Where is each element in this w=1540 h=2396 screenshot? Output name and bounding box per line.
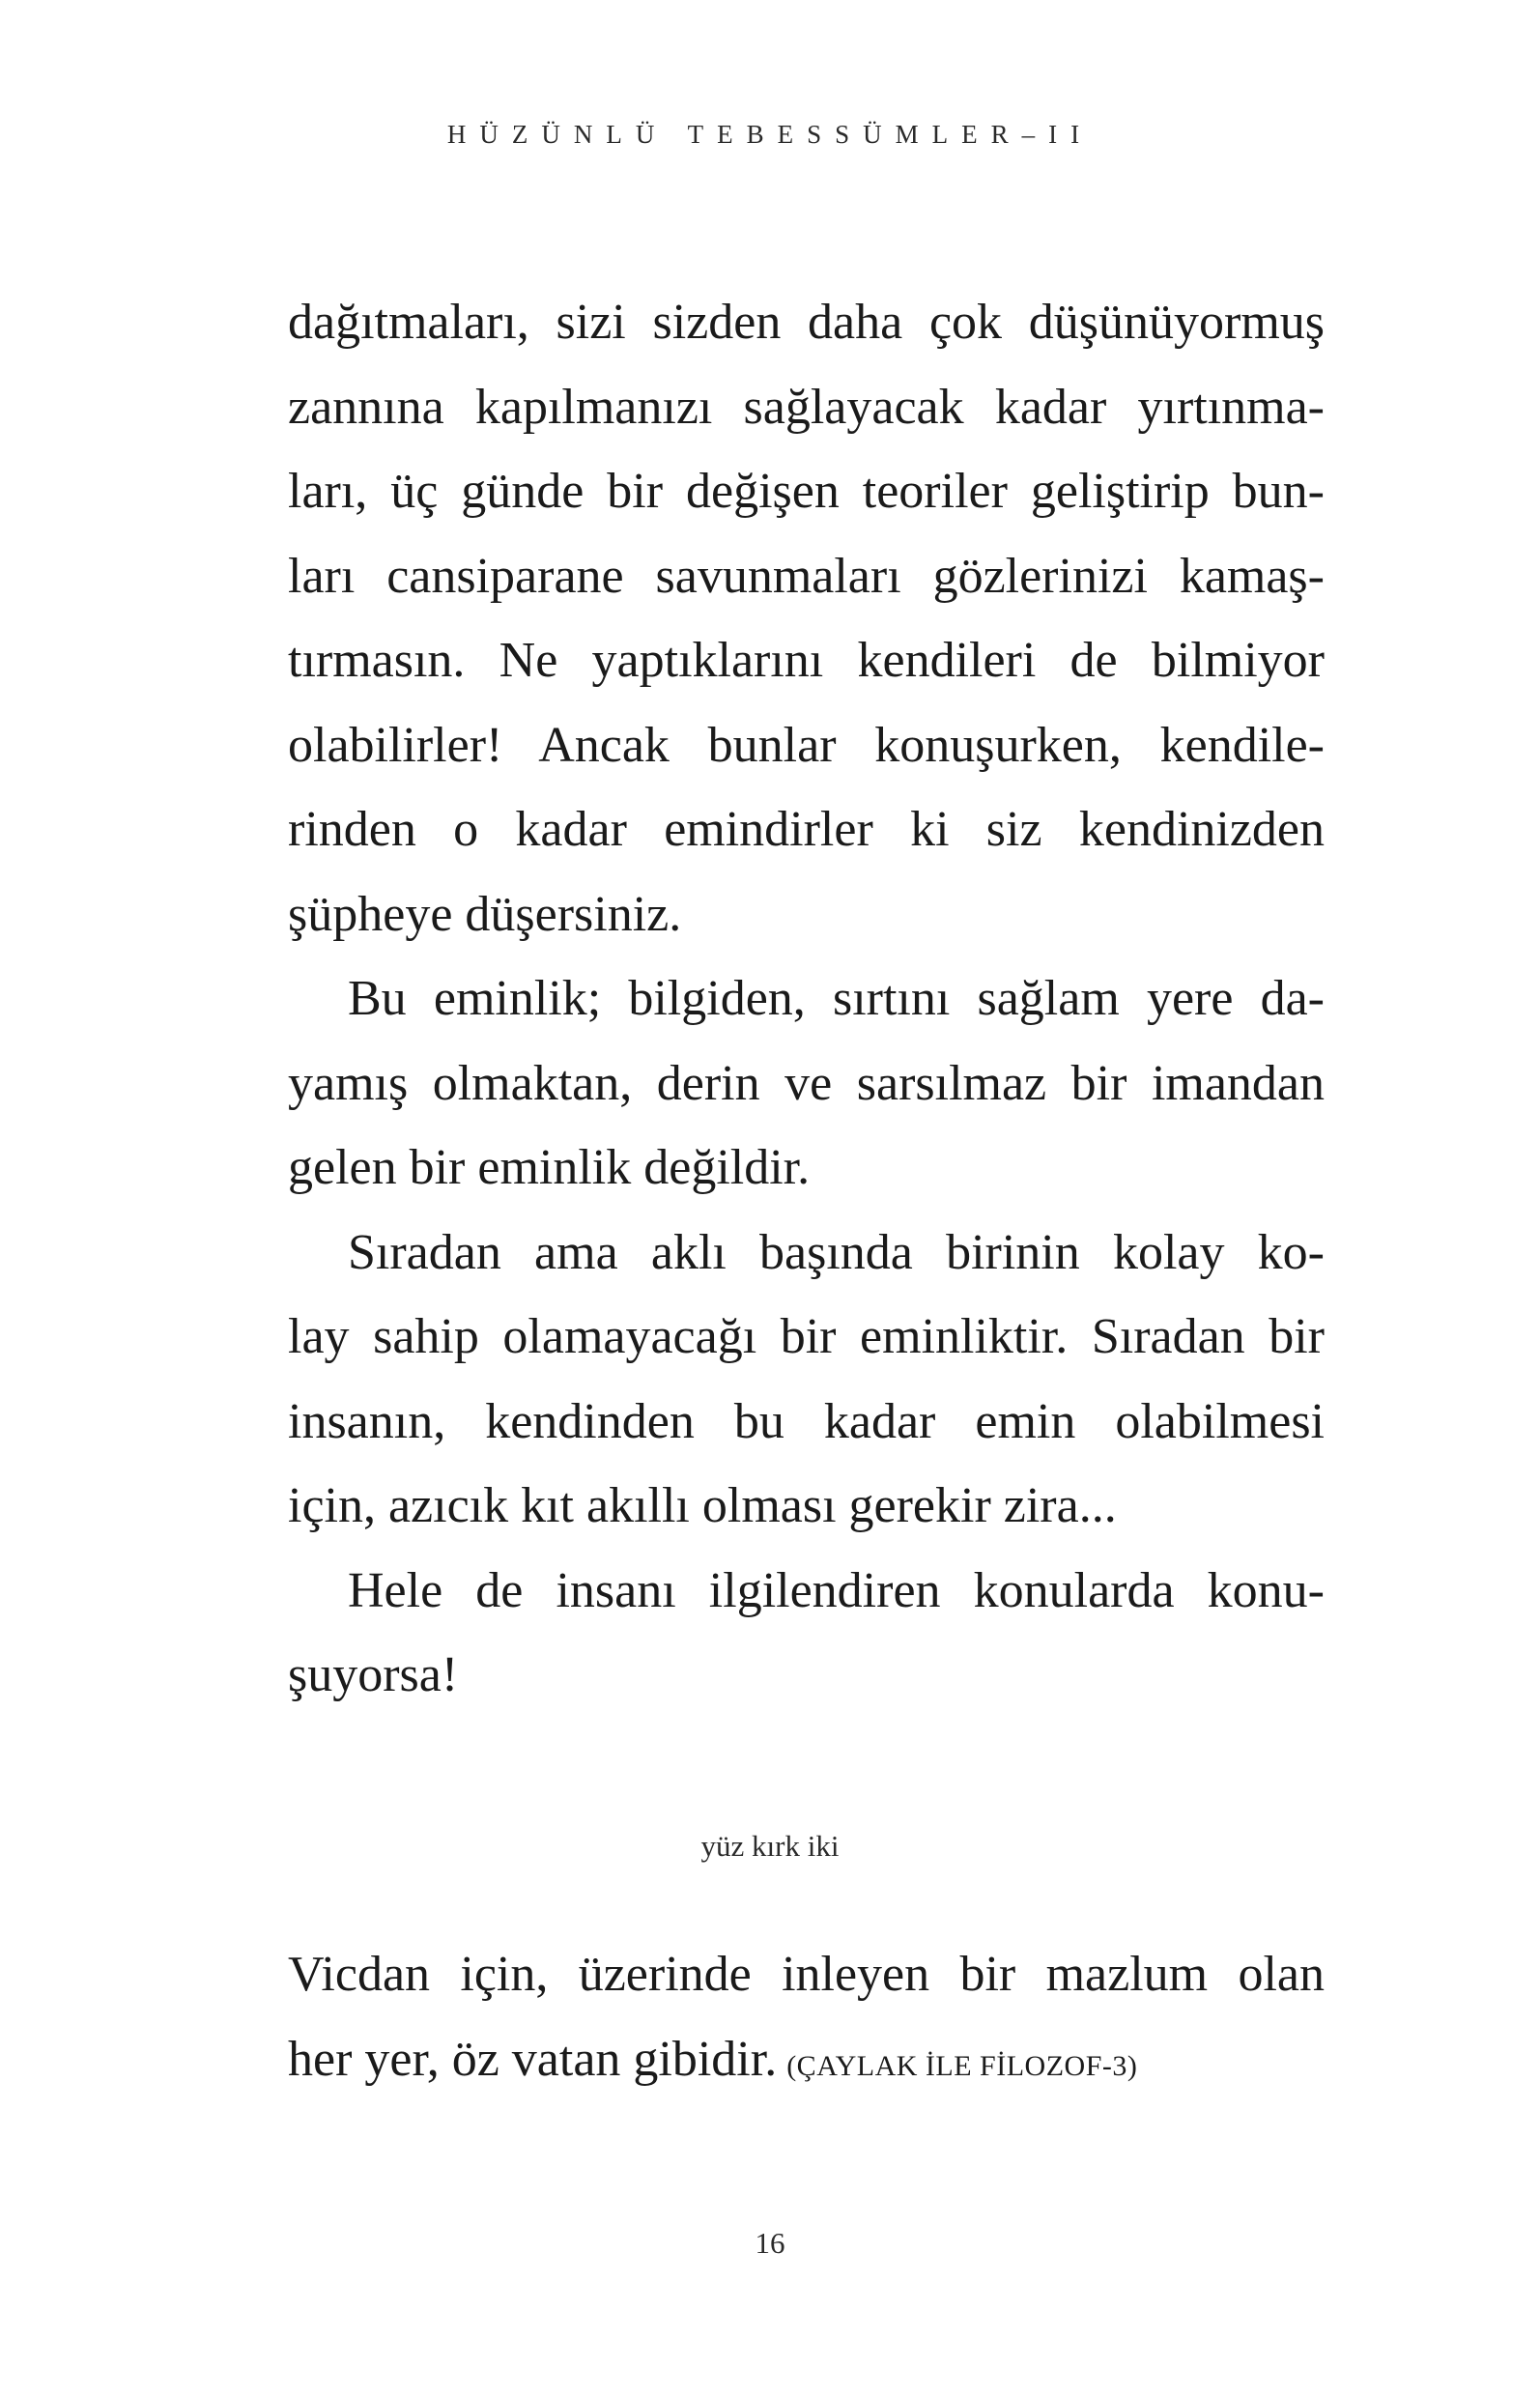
body-text xyxy=(288,280,1325,1718)
quote-block xyxy=(288,1932,1325,2108)
text-line: yamış olmaktan, derin ve sarsılmaz bir imandan xyxy=(288,1055,1325,1111)
text-line: şüpheye düşersiniz. xyxy=(288,886,682,942)
text-line: zannına kapılmanızı sağlayacak kadar yırtınma- xyxy=(288,379,1325,435)
text-line: Hele de insanı ilgilendiren konularda konu- xyxy=(348,1562,1325,1618)
text-line: olabilirler! Ancak bunlar konuşurken, kendile- xyxy=(288,717,1325,773)
text-line: şuyorsa! xyxy=(288,1647,459,1702)
text-line: için, azıcık kıt akıllı olması gerekir zira... xyxy=(288,1478,1117,1533)
text-line: tırmasın. Ne yaptıklarını kendileri de bilmiyor xyxy=(288,633,1325,688)
paragraph-2 xyxy=(288,956,1325,1211)
text-line: gelen bir eminlik değildir. xyxy=(288,1140,811,1195)
section-heading: yüz kırk iki xyxy=(700,1829,840,1863)
text-line: Bu eminlik; bilgiden, sırtını sağlam yere da- xyxy=(348,971,1325,1026)
paragraph-4 xyxy=(288,1549,1325,1718)
text-line: insanın, kendinden bu kadar emin olabilmesi xyxy=(288,1393,1325,1449)
quote-line xyxy=(288,2017,1325,2109)
text-line: Sıradan ama aklı başında birinin kolay ko- xyxy=(348,1224,1325,1280)
paragraph-3 xyxy=(288,1211,1325,1549)
quote-source: (ÇAYLAK İLE FİLOZOF-3) xyxy=(786,2049,1138,2082)
text-line: lay sahip olamayacağı bir eminliktir. Sıradan bir xyxy=(288,1309,1325,1364)
text-line: dağıtmaları, sizi sizden daha çok düşünüyormuş xyxy=(288,295,1325,350)
text-line: rinden o kadar emindirler ki siz kendinizden xyxy=(288,802,1325,857)
running-header: HÜZÜNLÜ TEBESSÜMLER–II xyxy=(446,120,1094,149)
quote-line: Vicdan için, üzerinde inleyen bir mazlum olan xyxy=(288,1947,1325,2002)
text-line: ları cansiparane savunmaları gözlerinizi kamaş- xyxy=(288,548,1325,604)
text-line: ları, üç günde bir değişen teoriler geliştirip bun- xyxy=(288,464,1325,519)
quote-line-text: her yer, öz vatan gibidir. xyxy=(288,2031,778,2087)
paragraph-continued xyxy=(288,280,1325,956)
page-number: 16 xyxy=(755,2226,785,2260)
